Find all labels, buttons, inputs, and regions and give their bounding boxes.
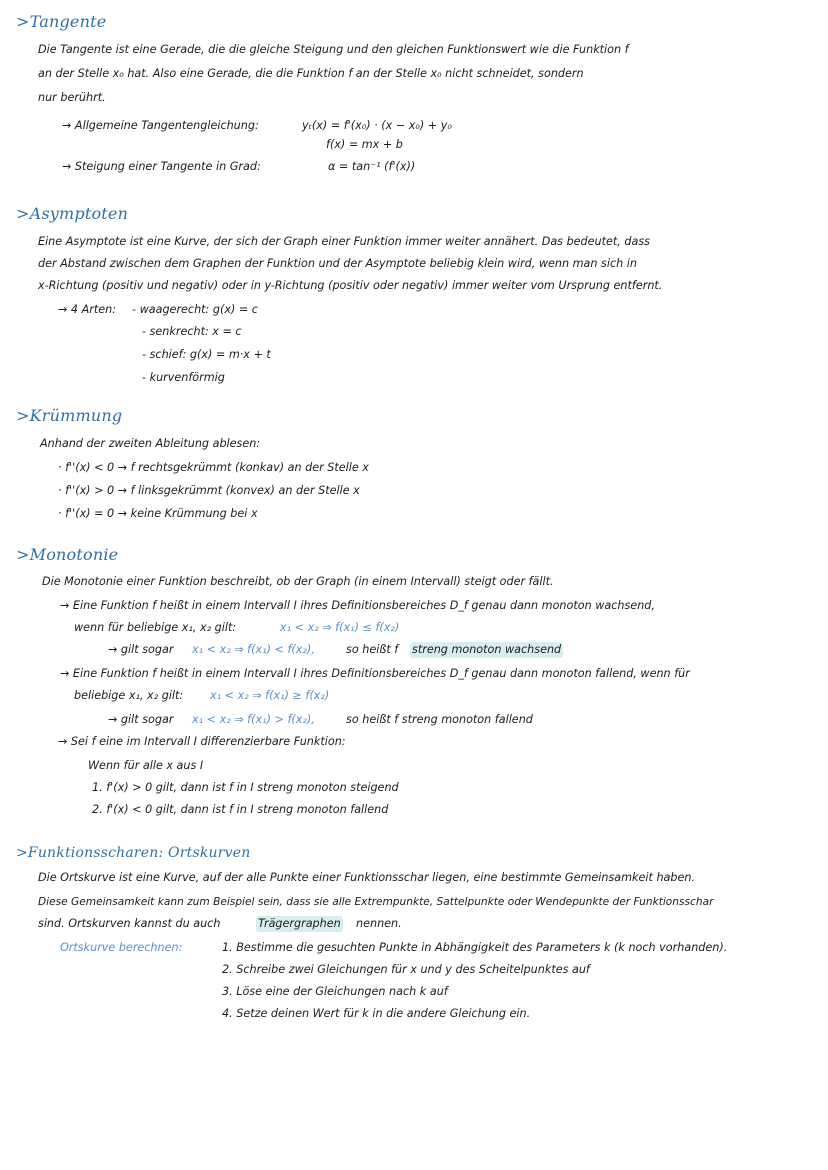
formula: yₜ(x) = f'(x₀) · (x − x₀) + y₀ bbox=[302, 119, 452, 132]
list-item: 2. f'(x) < 0 gilt, dann ist f in I streng monoton fallend bbox=[92, 803, 389, 816]
list-item: - schief: g(x) = m·x + t bbox=[142, 348, 271, 361]
text-line: Die Ortskurve ist eine Kurve, auf der alle Punkte einer Funktionsschar liegen, eine bestimmte Gemeinsamkeit haben. bbox=[38, 871, 696, 884]
text-line: → Eine Funktion f heißt in einem Intervall I ihres Definitionsbereiches D_f genau dann monoton wachsend, bbox=[60, 599, 655, 612]
formula: x₁ < x₂ ⇒ f(x₁) ≥ f(x₂) bbox=[210, 689, 330, 702]
formula: f(x) = mx + b bbox=[326, 138, 403, 151]
text-line: Anhand der zweiten Ableitung ablesen: bbox=[40, 437, 261, 450]
list-item: · f''(x) > 0 → f linksgekrümmt (konvex) an der Stelle x bbox=[58, 484, 360, 497]
bullet-label: → Allgemeine Tangentengleichung: bbox=[62, 119, 259, 132]
list-item: - kurvenförmig bbox=[142, 371, 225, 384]
text-line: Die Monotonie einer Funktion beschreibt, ob der Graph (in einem Intervall) steigt oder fällt. bbox=[42, 575, 554, 588]
text-line: x-Richtung (positiv und negativ) oder in y-Richtung (positiv oder negativ) immer weiter vom Ursprung entfernt. bbox=[38, 279, 663, 292]
text-line: so heißt f bbox=[346, 643, 399, 656]
text-line: → gilt sogar bbox=[108, 643, 174, 656]
bullet-label: → Steigung einer Tangente in Grad: bbox=[62, 160, 261, 173]
text-line: sind. Ortskurven kannst du auch bbox=[38, 917, 221, 930]
text-line: Eine Asymptote ist eine Kurve, der sich der Graph einer Funktion immer weiter annähert. Das bedeutet, dass bbox=[38, 235, 651, 248]
bullet-label: → 4 Arten: bbox=[58, 303, 116, 316]
list-item: · f''(x) < 0 → f rechtsgekrümmt (konkav) an der Stelle x bbox=[58, 461, 369, 474]
text-line: → Eine Funktion f heißt in einem Intervall I ihres Definitionsbereiches D_f genau dann monoton fallend, wenn für bbox=[60, 667, 690, 680]
highlighted-term: streng monoton wachsend bbox=[412, 643, 562, 656]
text-line: so heißt f streng monoton fallend bbox=[346, 713, 533, 726]
text-line: → Sei f eine im Intervall I differenzierbare Funktion: bbox=[58, 735, 346, 748]
text-line: → gilt sogar bbox=[108, 713, 174, 726]
list-item: 1. f'(x) > 0 gilt, dann ist f in I streng monoton steigend bbox=[92, 781, 399, 794]
text-line: Wenn für alle x aus I bbox=[88, 759, 204, 772]
formula: x₁ < x₂ ⇒ f(x₁) > f(x₂), bbox=[192, 713, 315, 726]
text-line: Die Tangente ist eine Gerade, die die gleiche Steigung und den gleichen Funktionswert wie die Funktion f bbox=[38, 43, 629, 56]
heading-tangente: >Tangente bbox=[16, 12, 107, 31]
heading-kruemmung: >Krümmung bbox=[16, 406, 123, 425]
list-item: · f''(x) = 0 → keine Krümmung bei x bbox=[58, 507, 258, 520]
text-line: an der Stelle x₀ hat. Also eine Gerade, die die Funktion f an der Stelle x₀ nicht schneidet, sondern bbox=[38, 67, 584, 80]
subheading: Ortskurve berechnen: bbox=[60, 941, 183, 954]
text-line: der Abstand zwischen dem Graphen der Funktion und der Asymptote beliebig klein wird, wenn man sich in bbox=[38, 257, 637, 270]
list-item: 2. Schreibe zwei Gleichungen für x und y des Scheitelpunktes auf bbox=[222, 963, 590, 976]
list-item: 1. Bestimme die gesuchten Punkte in Abhängigkeit des Parameters k (k noch vorhanden). bbox=[222, 941, 728, 954]
heading-ortskurven: >Funktionsscharen: Ortskurven bbox=[16, 845, 251, 861]
text-line: wenn für beliebige x₁, x₂ gilt: bbox=[74, 621, 237, 634]
formula: x₁ < x₂ ⇒ f(x₁) ≤ f(x₂) bbox=[280, 621, 400, 634]
list-item: 4. Setze deinen Wert für k in die andere Gleichung ein. bbox=[222, 1007, 531, 1020]
text-line: beliebige x₁, x₂ gilt: bbox=[74, 689, 184, 702]
formula: α = tan⁻¹ (f'(x)) bbox=[328, 160, 416, 173]
formula: x₁ < x₂ ⇒ f(x₁) < f(x₂), bbox=[192, 643, 315, 656]
list-item: - waagerecht: g(x) = c bbox=[132, 303, 258, 316]
text-line: Diese Gemeinsamkeit kann zum Beispiel sein, dass sie alle Extrempunkte, Sattelpunkte oder Wendepunkte der Funktionsschar bbox=[38, 896, 714, 908]
list-item: - senkrecht: x = c bbox=[142, 325, 242, 338]
highlighted-term: Trägergraphen bbox=[258, 917, 341, 930]
text-line: nur berührt. bbox=[38, 91, 106, 104]
list-item: 3. Löse eine der Gleichungen nach k auf bbox=[222, 985, 448, 998]
heading-monotonie: >Monotonie bbox=[16, 545, 119, 564]
text-line: nennen. bbox=[356, 917, 402, 930]
heading-asymptoten: >Asymptoten bbox=[16, 204, 129, 223]
